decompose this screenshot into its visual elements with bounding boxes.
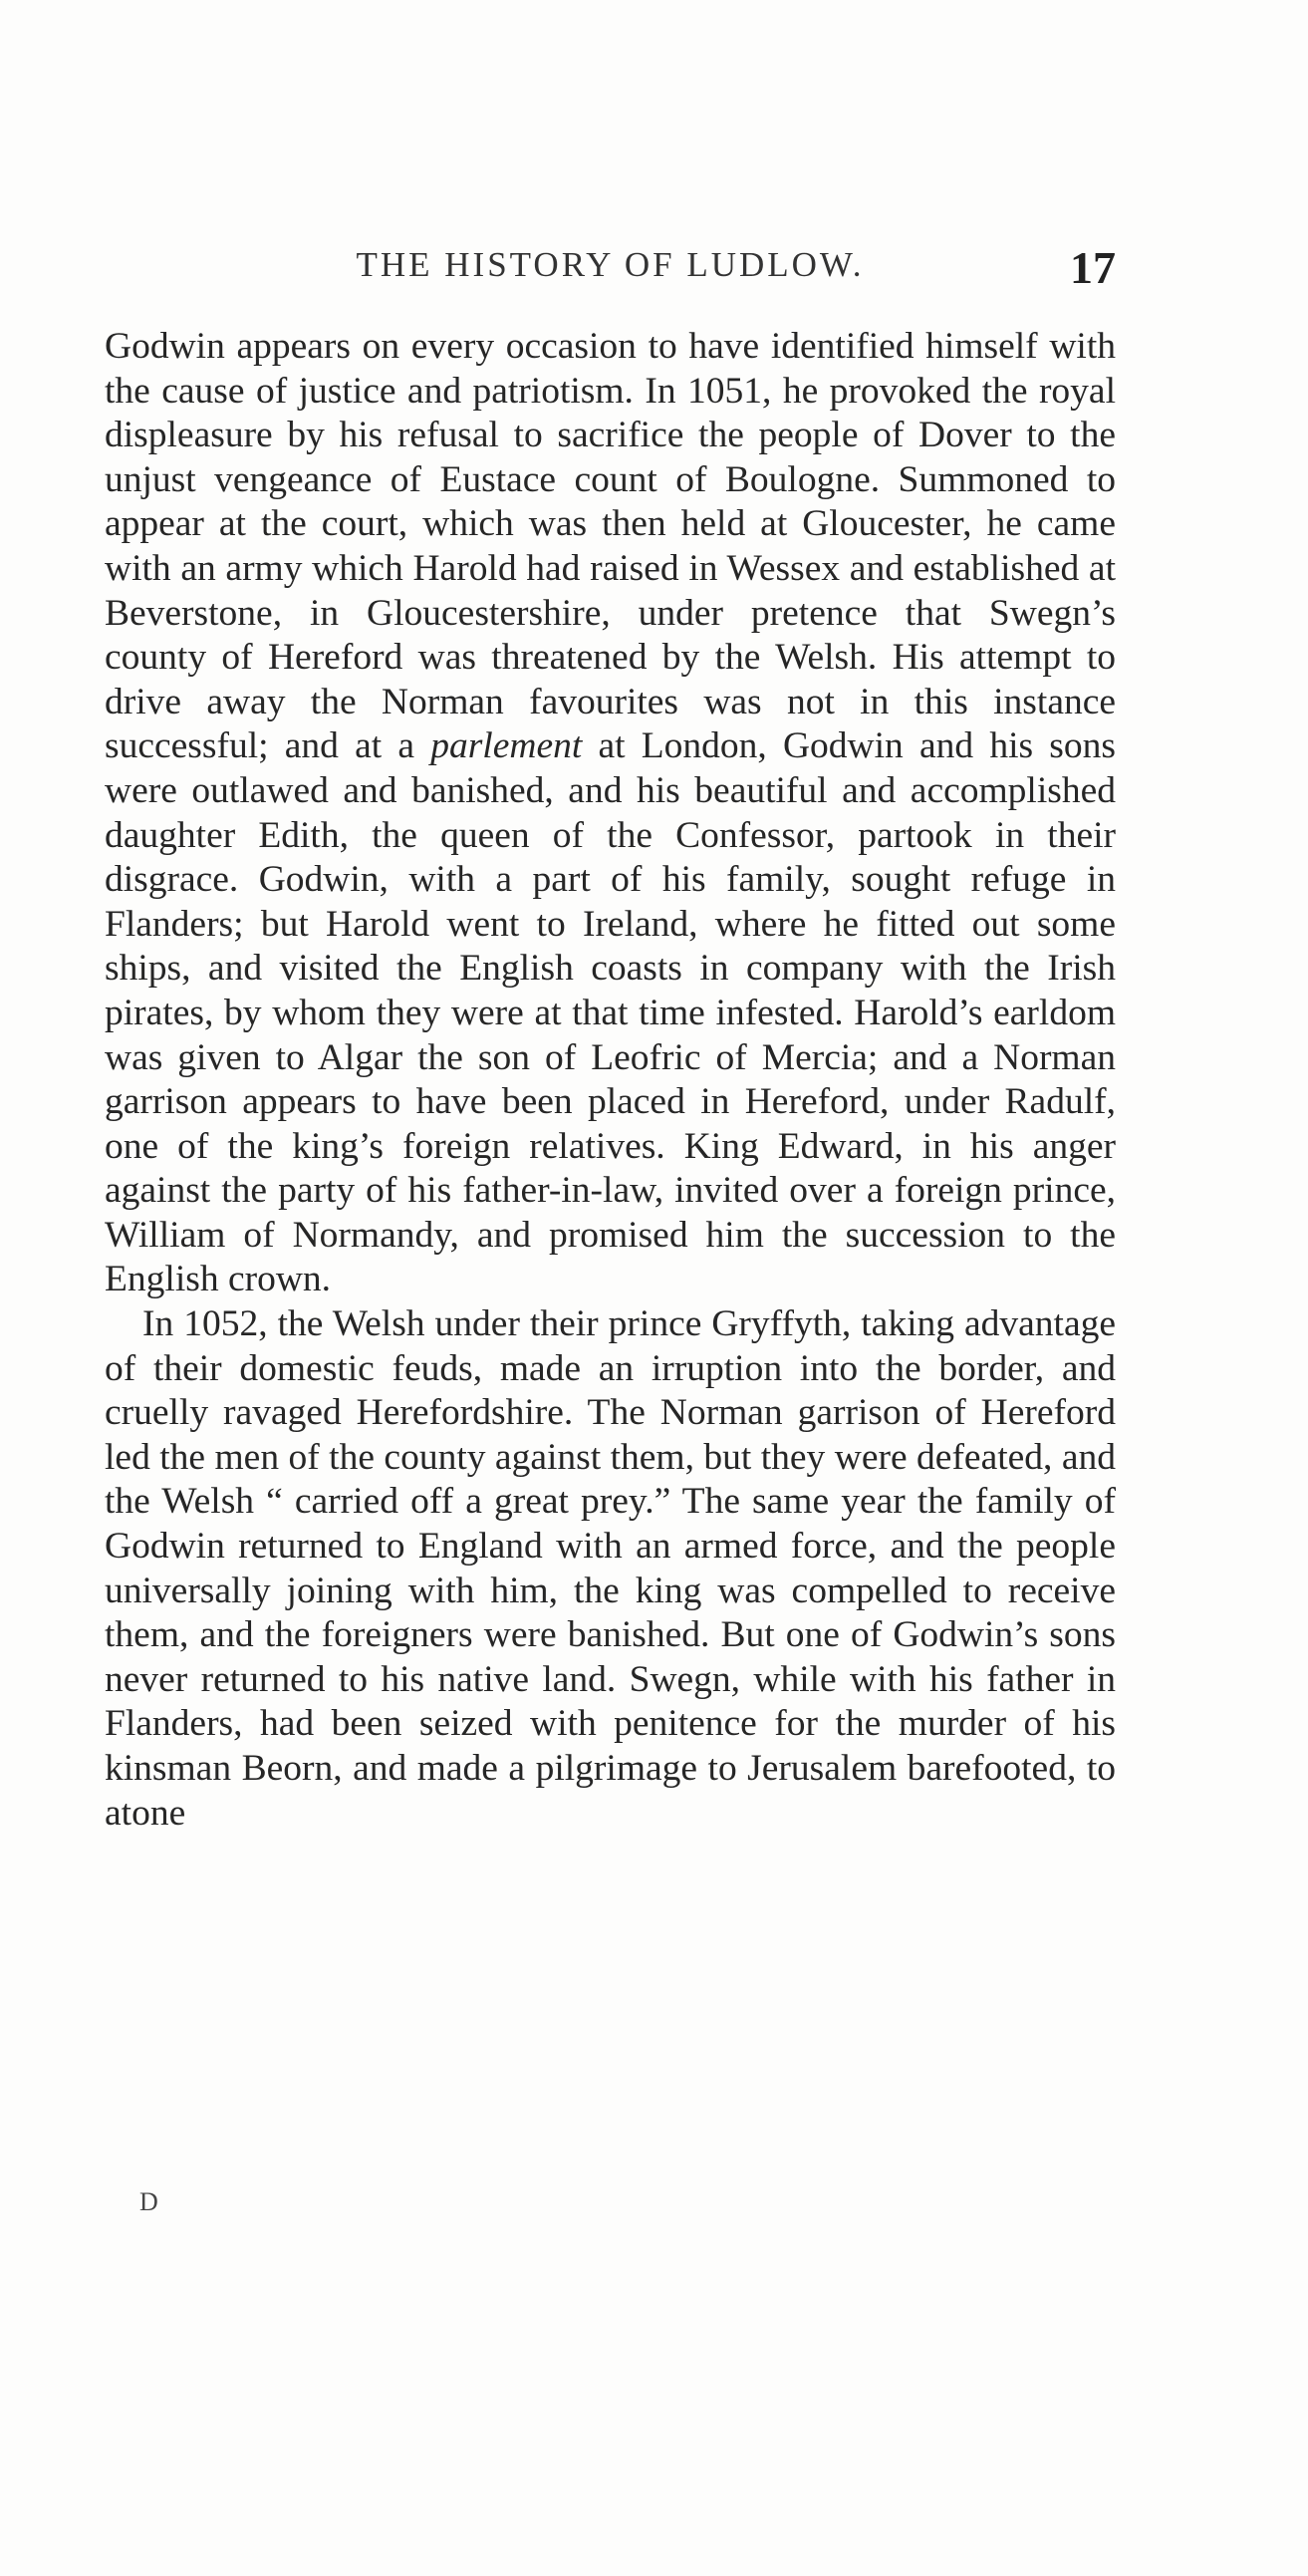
paragraph-1-part-2: at London, Godwin and his sons were outlawed and banished, and his beautiful and accomplished daughter Edith, the queen of the Confessor, partook in their disgrace. Godwin, with a part of his family, sought refuge in Flanders; but Harold went to Ireland, where he fitted out some ships, and visited the English coasts in company with the Irish pirates, by whom they were at that time infested. Harold’s earldom was given to Algar the son of Leofric of Mercia; and a Norman garrison appears to have been placed in Hereford, under Radulf, one of the king’s foreign relatives. King Edward, in his anger against the party of his father-in-law, invited over a foreign prince, William of Normandy, and promised him the succession to the English crown. (105, 725, 1116, 1300)
paragraph-1-part-1: Godwin appears on every occasion to have identified himself with the cause of justice and patriotism. In 1051, he provoked the royal displeasure by his refusal to sacrifice the people of Dover to the unjust vengeance of Eustace count of Boulogne. Summoned to appear at the court, which was then held at Gloucester, he came with an army which Harold had raised in Wessex and established at Beverstone, in Gloucestershire, under pretence that Swegn’s county of Hereford was threatened by the Welsh. His attempt to drive away the Norman favourites was not in this instance successful; and at a (105, 326, 1116, 767)
page-header (105, 242, 1116, 295)
signature-mark: D (139, 2187, 158, 2216)
body-text (105, 325, 1116, 1836)
page-number: 17 (1070, 242, 1116, 293)
italic-term-parlement: parlement (430, 725, 583, 767)
paragraph-2: In 1052, the Welsh under their prince Gryffyth, taking advantage of their domestic feuds, made an irruption into the border, and cruelly ravaged Herefordshire. The Norman garrison of Hereford led the men of the county against them, but they were defeated, and the Welsh “ carried off a great prey.” The same year the family of Godwin returned to England with an armed force, and the people universally joining with him, the king was compelled to receive them, and the foreigners were banished. But one of Godwin’s sons never returned to his native land. Swegn, while with his father in Flanders, had been seized with penitence for the murder of his kinsman Beorn, and made a pilgrimage to Jerusalem barefooted, to atone (105, 1303, 1116, 1834)
paragraph-1 (105, 325, 1116, 1302)
running-title: THE HISTORY OF LUDLOW. (356, 245, 865, 284)
